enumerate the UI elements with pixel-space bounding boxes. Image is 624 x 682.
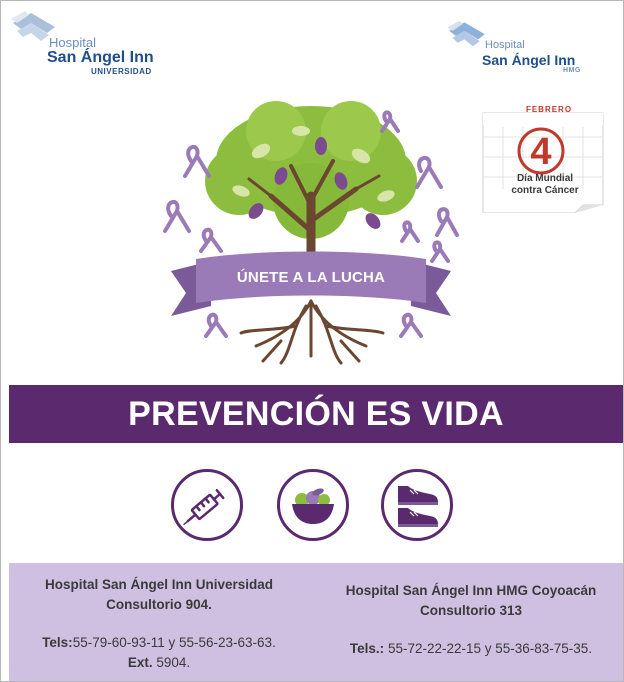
- syringe-icon-circle: [171, 469, 243, 541]
- contact-info-band: [9, 563, 623, 681]
- fruit-bowl-icon: [280, 472, 346, 538]
- sneakers-icon-circle: [381, 469, 453, 541]
- logo-sub: UNIVERSIDAD: [91, 67, 152, 76]
- contact-phones: [9, 633, 309, 653]
- contact-extension: [9, 653, 309, 673]
- calendar-month: FEBRERO: [525, 105, 573, 114]
- logo-sub: HMG: [563, 67, 581, 74]
- contact-hospital-name: Hospital San Ángel Inn HMG Coyoacán: [345, 583, 597, 598]
- logo-name: San Ángel Inn: [47, 49, 154, 66]
- headline-banner: [9, 385, 623, 443]
- calendar-caption: [493, 173, 597, 197]
- contact-ext-number: 5904.: [152, 655, 191, 670]
- logo-hospital-word: Hospital: [485, 39, 525, 51]
- contact-hmg: [319, 563, 623, 659]
- contact-tel-label: Tels:: [42, 635, 73, 650]
- tree-illustration: [151, 101, 471, 371]
- contact-phones: [319, 639, 623, 659]
- calendar-caption-line2: contra Cáncer: [511, 185, 579, 196]
- contact-office: Consultorio 313: [419, 603, 522, 618]
- calendar-day: 4: [530, 131, 552, 173]
- fruit-bowl-icon-circle: [277, 469, 349, 541]
- contact-hospital-name: Hospital San Ángel Inn Universidad: [44, 577, 274, 592]
- contact-tel-numbers: 55-79-60-93-11 y 55-56-23-63-63.: [72, 635, 276, 650]
- contact-tel-label: Tels.:: [349, 641, 385, 656]
- tree-roots: [241, 301, 383, 363]
- hand-logo-icon: [445, 19, 489, 53]
- calendar-caption-line1: Día Mundial: [516, 173, 574, 184]
- banner-text: ÚNETE A LA LUCHA: [236, 269, 386, 286]
- contact-tel-numbers: 55-72-22-22-15 y 55-36-83-75-35.: [384, 641, 593, 656]
- sneakers-icon: [384, 472, 450, 538]
- contact-ext-label: Ext.: [127, 655, 153, 670]
- logo-hospital-word: Hospital: [49, 35, 96, 50]
- logo-name: San Ángel Inn: [482, 52, 576, 68]
- headline-text: PREVENCIÓN ES VIDA: [128, 394, 504, 433]
- logo-hospital-hmg: [445, 19, 615, 79]
- logo-hospital-universidad: [9, 9, 189, 77]
- syringe-icon: [174, 472, 240, 538]
- contact-office: Consultorio 904.: [106, 597, 212, 612]
- contact-universidad: [9, 563, 309, 673]
